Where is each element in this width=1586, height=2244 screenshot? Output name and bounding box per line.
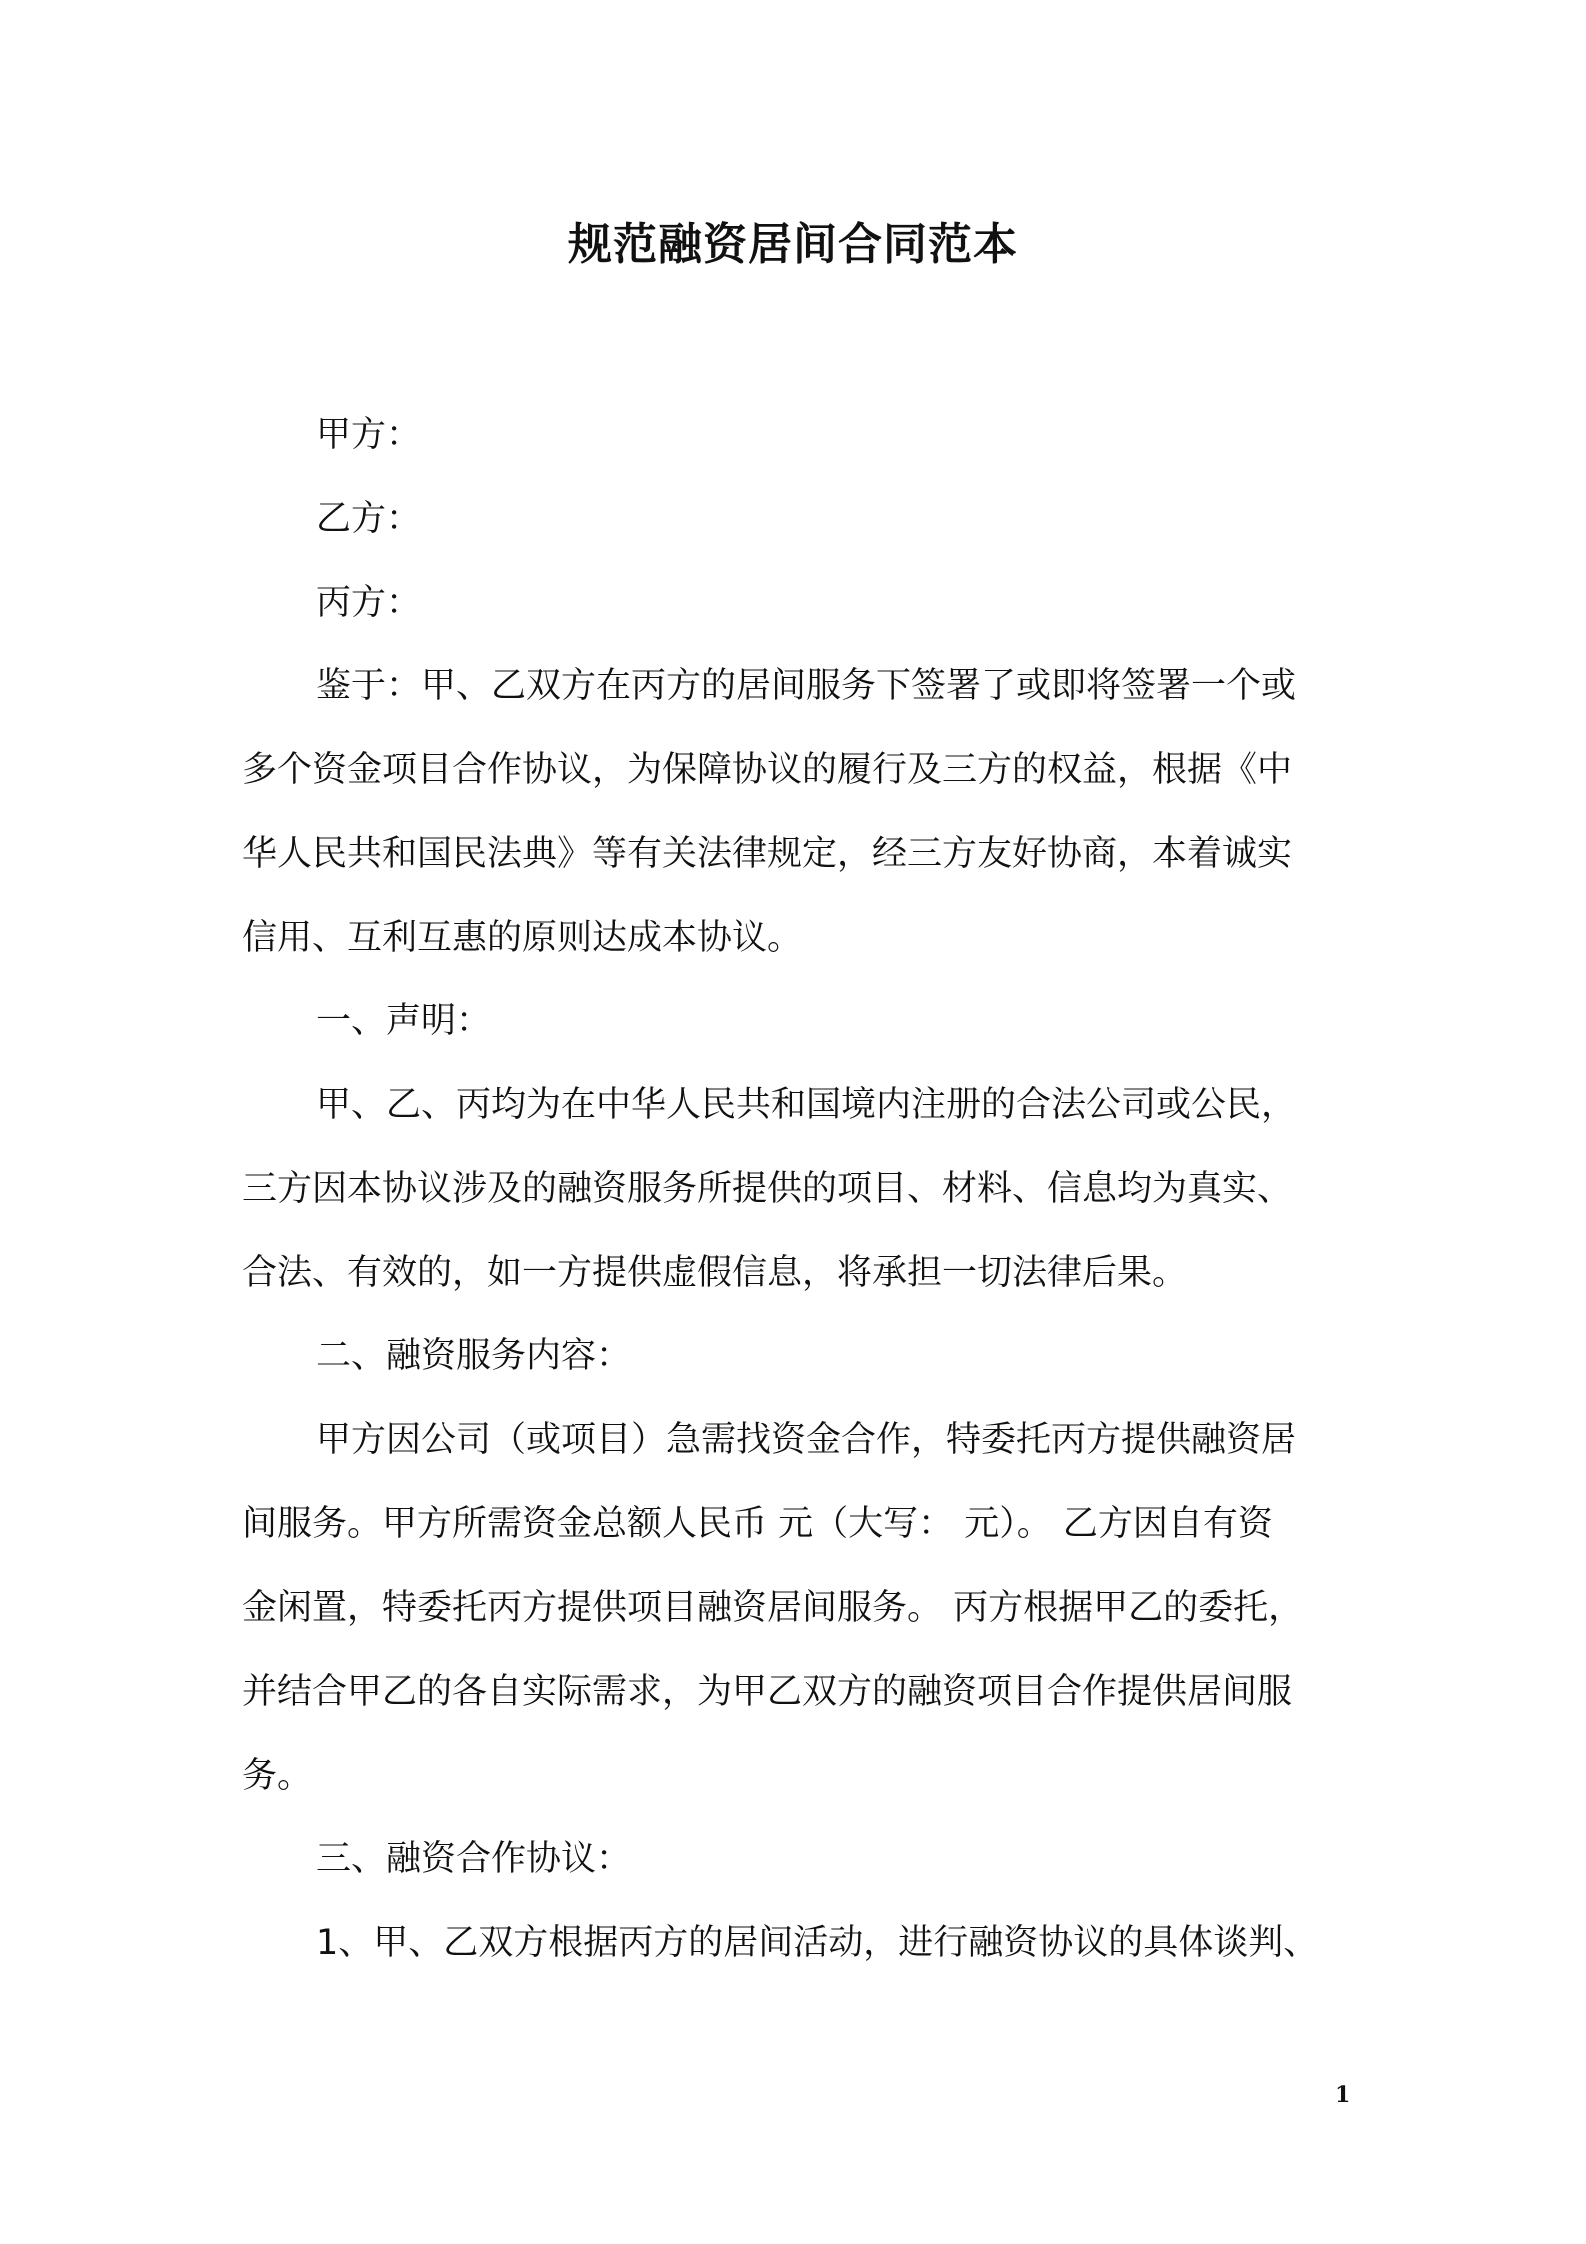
page-number: 1 [1335, 2082, 1351, 2108]
recital-line-1: 鉴于：甲、乙双方在丙方的居间服务下签署了或即将签署一个或 [316, 666, 1297, 706]
document-title: 规范融资居间合同范本 [568, 219, 1018, 270]
party-a-line: 甲方： [316, 415, 422, 455]
section-2-line-1: 甲方因公司（或项目）急需找资金合作，特委托丙方提供融资居 [316, 1420, 1297, 1460]
section-2-line-5: 务。 [242, 1756, 313, 1796]
section-3-line-1: 1、甲、乙双方根据丙方的居间活动，进行融资协议的具体谈判、 [316, 1923, 1319, 1963]
recital-line-3: 华人民共和国民法典》等有关法律规定，经三方友好协商，本着诚实 [242, 834, 1293, 874]
section-1-line-2: 三方因本协议涉及的融资服务所提供的项目、材料、信息均为真实、 [242, 1169, 1293, 1209]
section-1-line-3: 合法、有效的，如一方提供虚假信息，将承担一切法律后果。 [242, 1253, 1188, 1293]
section-2-line-2: 间服务。甲方所需资金总额人民币 元（大写： 元）。 乙方因自有资 [242, 1504, 1273, 1544]
party-c-line: 丙方： [316, 583, 422, 623]
section-3-heading: 三、融资合作协议： [316, 1839, 632, 1879]
section-1-line-1: 甲、乙、丙均为在中华人民共和国境内注册的合法公司或公民， [316, 1085, 1297, 1125]
recital-line-2: 多个资金项目合作协议，为保障协议的履行及三方的权益，根据《中 [242, 750, 1293, 790]
section-2-heading: 二、融资服务内容： [316, 1336, 632, 1376]
section-2-line-4: 并结合甲乙的各自实际需求，为甲乙双方的融资项目合作提供居间服 [242, 1672, 1293, 1712]
section-2-line-3: 金闲置，特委托丙方提供项目融资居间服务。 丙方根据甲乙的委托， [242, 1588, 1304, 1628]
section-1-heading: 一、声明： [316, 1001, 492, 1041]
recital-line-4: 信用、互利互惠的原则达成本协议。 [242, 918, 803, 958]
party-b-line: 乙方： [316, 499, 422, 539]
